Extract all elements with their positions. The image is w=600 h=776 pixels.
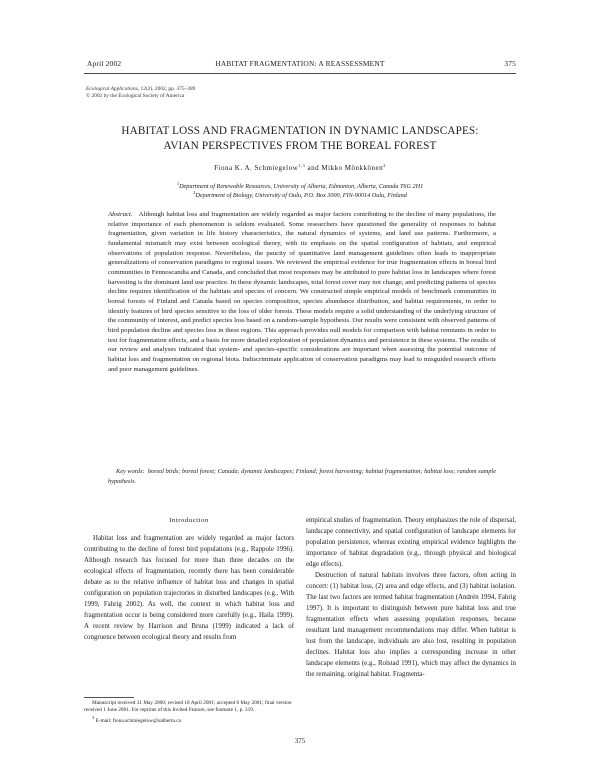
- affiliation-2-text: Department of Biology, University of Oulu, P.O. Box 3000, FIN-90014 Oulu, Finland: [195, 192, 407, 199]
- copyright-line: © 2002 by the Ecological Society of America: [86, 93, 185, 99]
- abstract-label: Abstract.: [108, 211, 133, 218]
- footnotes: [84, 700, 294, 725]
- journal-volume: 12(2), 2002, pp. 375–389: [139, 86, 196, 92]
- author-2-superscript: 2: [383, 163, 386, 168]
- email-text: E-mail: fiona.schmiegelow@ualberta.ca: [94, 718, 181, 724]
- intro-paragraph-1: Habitat loss and fragmentation are widely regarded as major factors contributing to the decline of forest bird populations (e.g., Rappole 1996). Although research has focused for more than three decades on the ecological effects of fragmentation, recently there has been considerable debate as to the relative influence of habitat loss and changes in spatial configuration on population trajectories in disturbed landscapes (e.g., With 1999, Fahrig 2002). As well, the context in which habitat loss and fragmentation occur is being considered more carefully (e.g., Haila 1999). A recent review by Harrison and Bruna (1999) indicated a lack of congruence between ecological theory and results from: [84, 535, 294, 641]
- article-title: [84, 124, 516, 153]
- author-line: [84, 163, 516, 172]
- intro-paragraph-2: Destruction of natural habitats involves three factors, often acting in concert: (1) habitat loss, (2) area and edge effects, and (3) habitat isolation. The last two factors are termed habitat fragmentation (Andrén 1994, Fahrig 1997). It is important to distinguish between pure habitat loss and true fragmentation effects when assessing population responses, because resultant land management recommendations may differ. When habitat is lost from the landscape, individuals are also lost, resulting in population declines. Habitat loss also implies a corresponding increase in other landscape elements (e.g., Rolstad 1991), which may affect the dynamics in the remaining, original habitat. Fragmenta-: [306, 572, 516, 678]
- affiliation-1: [84, 181, 516, 190]
- intro-paragraph-continued: empirical studies of fragmentation. Theory emphasizes the role of dispersal, landscape connectivity, and spatial configuration of landscape elements for population persistence, whereas existing empirical evidence highlights the importance of habitat degradation (e.g., through physical and biological edge effects).: [306, 517, 516, 568]
- email-superscript: 3: [92, 715, 95, 720]
- title-line-2: AVIAN PERSPECTIVES FROM THE BOREAL FOREST: [163, 139, 437, 152]
- author-conjunction: and: [305, 164, 322, 172]
- email-footnote: [84, 714, 294, 725]
- page-number: 375: [294, 738, 306, 745]
- left-column: [84, 515, 294, 643]
- footnote-rule: [84, 697, 134, 698]
- keywords-label: Key words:: [116, 468, 145, 475]
- abstract-text: Although habitat loss and fragmentation are widely regarded as major factors contributing to the decline of many populations, the relative importance of each phenomenon is seldom evaluated. Some researchers have questioned the generality of responses to habitat fragmentation, given variation in life history characteristics, the natural dynamics of systems, and land use patterns. Furthermore, a fundamental mismatch may exist between ecological theory, with its emphasis on the spatial configuration of habitats, and empirical observations of population response. Nevertheless, the paucity of quantitative land management guidelines often leads to inappropriate generalizations of conservation paradigms to regional issues. We reviewed the empirical evidence for true fragmentation effects in boreal bird communities in Fennoscandia and Canada, and concluded that most responses may be attributed to pure habitat loss in landscapes where forest harvesting is the dominant land use practice. In these dynamic landscapes, total forest cover may not change, and predicting patterns of species decline requires identification of the habitats and species of concern. We constructed simple empirical models of benchmark communities in boreal forests of Finland and Canada based on species composition, species abundance distribution, and habitat requirements, in order to identify features of bird species sensitive to the loss of older forests. These models require a solid understanding of the underlying structure of the community of interest, and predict species loss based on a random-sample hypothesis. Our results were consistent with observed patterns of bird population decline and species loss in these regions. This approach provides null models for comparison with habitat remnants in order to test for fragmentation effects, and a basis for more detailed exploration of population dynamics and persistence in these systems. The results of our review and analyses indicated that system- and species-specific considerations are important when assessing the potential outcome of habitat loss and fragmentation on regional biota. Indiscriminate application of conservation paradigms may lead to misguided research efforts and poor management guidelines.: [108, 211, 497, 373]
- running-head-date: April 2002: [87, 59, 122, 68]
- right-column: [306, 515, 516, 680]
- keywords: [108, 467, 496, 486]
- running-head-title: HABITAT FRAGMENTATION: A REASSESSMENT: [215, 59, 385, 68]
- header-rule: [84, 73, 516, 74]
- affiliation-1-superscript: 1: [176, 181, 180, 186]
- journal-name: Ecological Applications,: [86, 86, 140, 92]
- affiliation-1-text: Department of Renewable Resources, University of Alberta, Edmonton, Alberta, Canada T6G 2H1: [179, 183, 424, 190]
- affiliation-2-superscript: 2: [193, 190, 196, 195]
- abstract: [108, 210, 496, 374]
- citation-block: [86, 86, 195, 100]
- introduction-heading: Introduction: [169, 517, 209, 524]
- author-2: Mikko Mönkkönen: [321, 164, 384, 172]
- running-head: [84, 58, 516, 72]
- author-1-superscript: 1,3: [298, 163, 306, 168]
- manuscript-dates: Manuscript received 31 May 2000; revised 18 April 2001; accepted 6 May 2001; final version received 1 June 2001. For reprints of this Invited Feature, see footnote 1, p. 319.: [84, 700, 292, 713]
- title-line-1: HABITAT LOSS AND FRAGMENTATION IN DYNAMIC LANDSCAPES:: [121, 125, 479, 137]
- author-1: Fiona K. A. Schmiegelow: [214, 164, 299, 172]
- running-head-page: 375: [504, 59, 516, 68]
- keywords-text: boreal birds; boreal forest; Canada; dynamic landscapes; Finland; forest harvesting; habitat fragmentation; habitat loss; random sample hypothesis.: [108, 468, 497, 485]
- affiliation-2: [84, 190, 516, 199]
